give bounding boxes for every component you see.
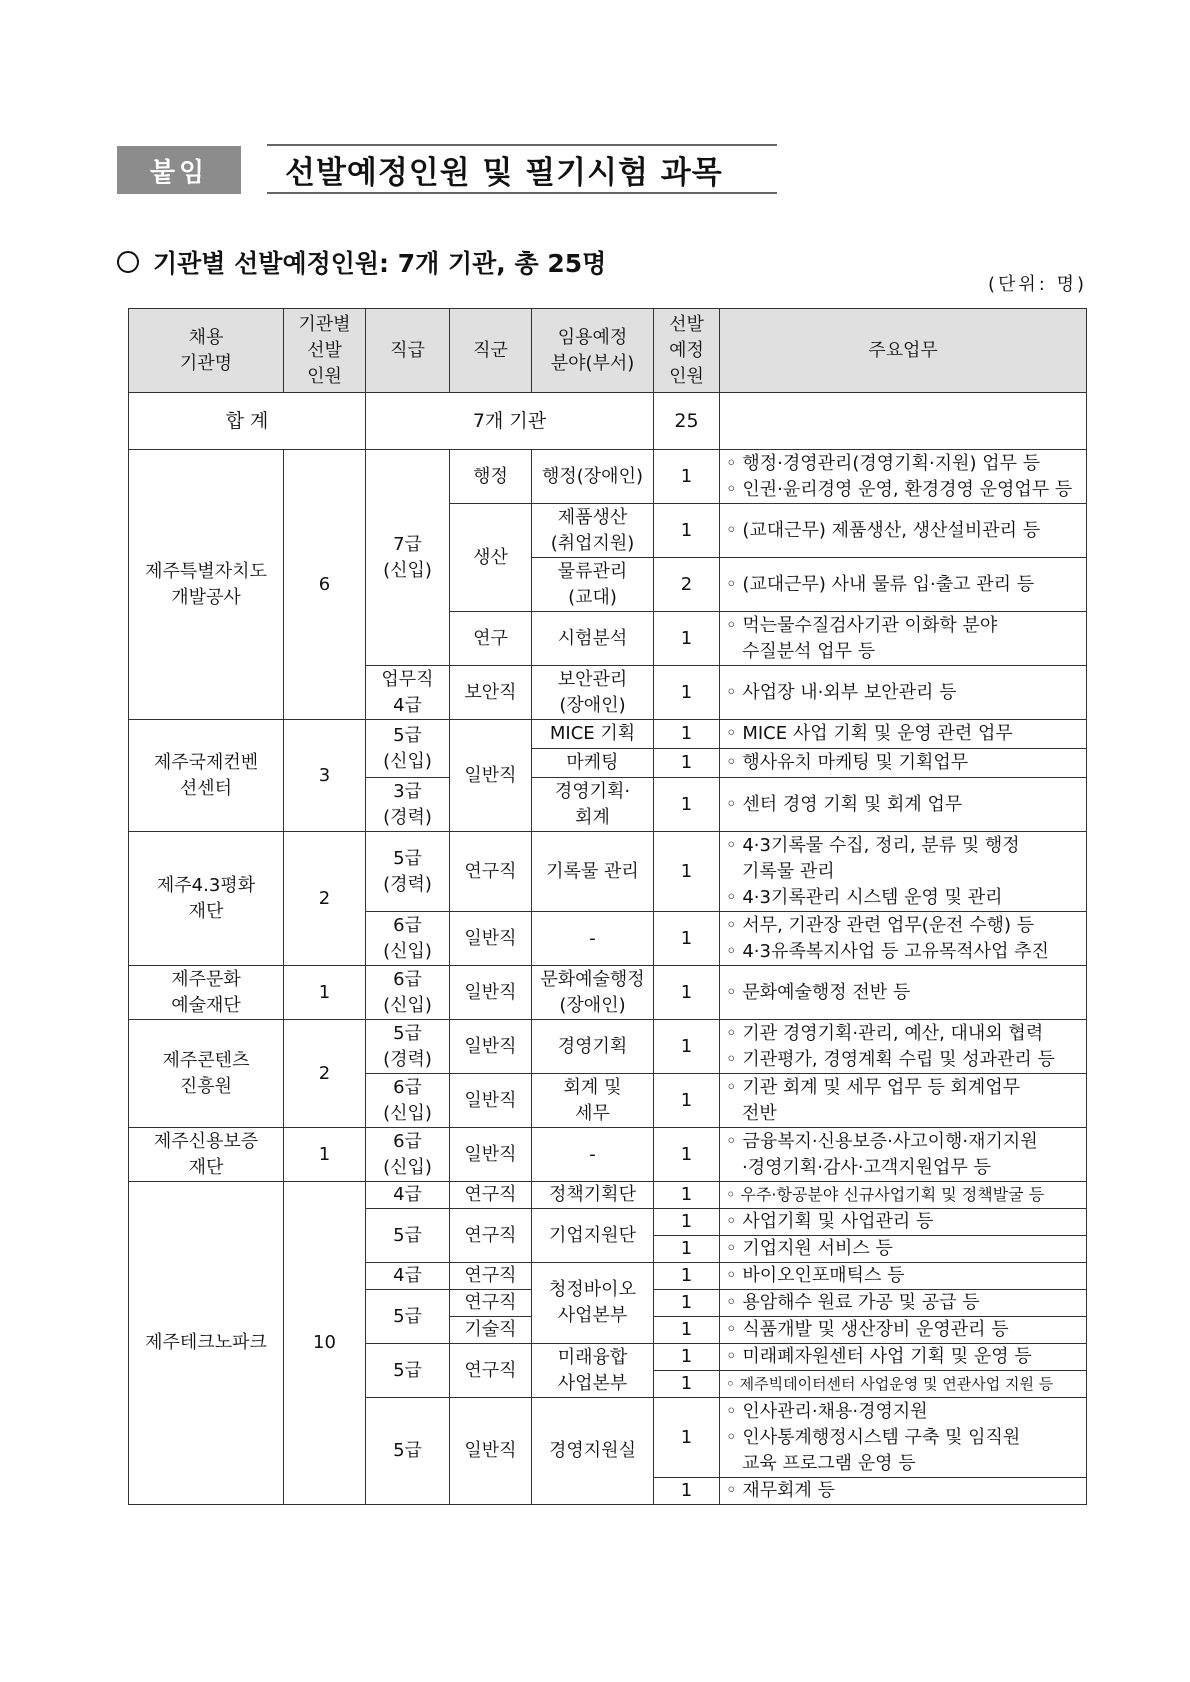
duty: ◦ 제주빅데이터센터 사업운영 및 연관사업 지원 등	[720, 1371, 1087, 1398]
group: 일반직	[450, 1398, 532, 1505]
count: 1	[654, 666, 720, 720]
duty: ◦ 기관 회계 및 세무 업무 등 회계업무 전반	[720, 1074, 1087, 1128]
table-row	[129, 1182, 1087, 1209]
grade: 6급 (신입)	[366, 1074, 450, 1128]
field: 경영기획	[532, 1020, 654, 1074]
group: 일반직	[450, 720, 532, 832]
duty: ◦ 우주·항공분야 신규사업기획 및 정책발굴 등	[720, 1182, 1087, 1209]
unit-note: (단위: 명)	[988, 274, 1087, 295]
summary-label: 합 계	[129, 393, 366, 450]
grade: 5급	[366, 1209, 450, 1263]
count: 1	[654, 1074, 720, 1128]
field: MICE 기획	[532, 720, 654, 749]
duty: ◦ MICE 사업 기획 및 운영 관련 업무	[720, 720, 1087, 749]
group: 연구	[450, 612, 532, 666]
field: 시험분석	[532, 612, 654, 666]
table-row	[129, 1020, 1087, 1074]
grade: 5급	[366, 1398, 450, 1505]
group: 일반직	[450, 912, 532, 966]
duty: ◦ 인사관리·채용·경영지원 ◦ 인사통계행정시스템 구축 및 임직원 교육 프로그램 운영 등	[720, 1398, 1087, 1478]
table-row	[129, 720, 1087, 749]
group: 보안직	[450, 666, 532, 720]
count: 1	[654, 1317, 720, 1344]
group: 연구직	[450, 1344, 532, 1398]
count: 1	[654, 1128, 720, 1182]
duty: ◦ (교대근무) 사내 물류 입·출고 관리 등	[720, 558, 1087, 612]
duty: ◦ 식품개발 및 생산장비 운영관리 등	[720, 1317, 1087, 1344]
duty: ◦ 바이오인포매틱스 등	[720, 1263, 1087, 1290]
duty: ◦ 서무, 기관장 관련 업무(운전 수행) 등 ◦ 4·3유족복지사업 등 고유목적사업 추진	[720, 912, 1087, 966]
duty: ◦ 4·3기록물 수집, 정리, 분류 및 행정 기록물 관리 ◦ 4·3기록관리 시스템 운영 및 관리	[720, 832, 1087, 912]
grade: 4급	[366, 1182, 450, 1209]
field: 물류관리 (교대)	[532, 558, 654, 612]
duty: ◦ 사업기획 및 사업관리 등	[720, 1209, 1087, 1236]
count: 1	[654, 966, 720, 1020]
grade: 7급 (신입)	[366, 450, 450, 666]
grade: 6급 (신입)	[366, 966, 450, 1020]
summary-row	[129, 393, 1087, 450]
col-duty: 주요업무	[720, 309, 1087, 393]
org-count: 2	[284, 832, 366, 966]
count: 1	[654, 749, 720, 778]
field: -	[532, 1128, 654, 1182]
table-row	[129, 1128, 1087, 1182]
table-row	[129, 832, 1087, 912]
duty: ◦ 행사유치 마케팅 및 기획업무	[720, 749, 1087, 778]
group: 생산	[450, 504, 532, 612]
group: 기술직	[450, 1317, 532, 1344]
group: 일반직	[450, 1020, 532, 1074]
field: 정책기획단	[532, 1182, 654, 1209]
col-group: 직군	[450, 309, 532, 393]
col-grade: 직급	[366, 309, 450, 393]
group: 연구직	[450, 1263, 532, 1290]
duty: ◦ (교대근무) 제품생산, 생산설비관리 등	[720, 504, 1087, 558]
circle-bullet-icon	[117, 251, 139, 273]
org-name: 제주신용보증 재단	[129, 1128, 284, 1182]
count: 1	[654, 1209, 720, 1236]
field: 미래융합 사업본부	[532, 1344, 654, 1398]
group: 일반직	[450, 966, 532, 1020]
org-name: 제주국제컨벤 션센터	[129, 720, 284, 832]
field: 제품생산 (취업지원)	[532, 504, 654, 558]
field: -	[532, 912, 654, 966]
field: 문화예술행정 (장애인)	[532, 966, 654, 1020]
section-heading: 기관별 선발예정인원: 7개 기관, 총 25명	[117, 244, 606, 280]
field: 행정(장애인)	[532, 450, 654, 504]
count: 1	[654, 450, 720, 504]
duty: ◦ 사업장 내·외부 보안관리 등	[720, 666, 1087, 720]
count: 1	[654, 1020, 720, 1074]
field: 마케팅	[532, 749, 654, 778]
field: 회계 및 세무	[532, 1074, 654, 1128]
count: 1	[654, 1344, 720, 1371]
grade: 4급	[366, 1263, 450, 1290]
count: 1	[654, 832, 720, 912]
duty: ◦ 문화예술행정 전반 등	[720, 966, 1087, 1020]
grade: 5급 (경력)	[366, 832, 450, 912]
grade: 5급 (신입)	[366, 720, 450, 778]
field: 경영기획· 회계	[532, 778, 654, 832]
grade: 6급 (신입)	[366, 912, 450, 966]
count: 1	[654, 778, 720, 832]
count: 1	[654, 504, 720, 558]
org-count: 1	[284, 966, 366, 1020]
org-name: 제주콘텐츠 진흥원	[129, 1020, 284, 1128]
group: 연구직	[450, 832, 532, 912]
duty: ◦ 행정·경영관리(경영기획·지원) 업무 등 ◦ 인권·윤리경영 운영, 환경경영 운영업무 등	[720, 450, 1087, 504]
count: 1	[654, 1236, 720, 1263]
duty: ◦ 미래폐자원센터 사업 기획 및 운영 등	[720, 1344, 1087, 1371]
grade: 6급 (신입)	[366, 1128, 450, 1182]
grade: 5급 (경력)	[366, 1020, 450, 1074]
org-count: 6	[284, 450, 366, 720]
col-org-count: 기관별 선발 인원	[284, 309, 366, 393]
recruitment-table	[128, 308, 1087, 1505]
appendix-badge: 붙임	[117, 146, 241, 194]
org-count: 2	[284, 1020, 366, 1128]
summary-total: 25	[654, 393, 720, 450]
field: 보안관리 (장애인)	[532, 666, 654, 720]
col-field: 임용예정 분야(부서)	[532, 309, 654, 393]
group: 일반직	[450, 1128, 532, 1182]
count: 2	[654, 558, 720, 612]
count: 1	[654, 912, 720, 966]
col-org: 채용 기관명	[129, 309, 284, 393]
org-name: 제주테크노파크	[129, 1182, 284, 1505]
grade: 5급	[366, 1290, 450, 1344]
count: 1	[654, 612, 720, 666]
count: 1	[654, 1182, 720, 1209]
duty: ◦ 재무회계 등	[720, 1478, 1087, 1505]
summary-orgs: 7개 기관	[366, 393, 654, 450]
count: 1	[654, 1263, 720, 1290]
duty: ◦ 먹는물수질검사기관 이화학 분야 수질분석 업무 등	[720, 612, 1087, 666]
col-count: 선발 예정 인원	[654, 309, 720, 393]
field: 기업지원단	[532, 1209, 654, 1263]
group: 연구직	[450, 1182, 532, 1209]
duty: ◦ 기업지원 서비스 등	[720, 1236, 1087, 1263]
page-title: 선발예정인원 및 필기시험 과목	[267, 144, 777, 194]
org-count: 10	[284, 1182, 366, 1505]
group: 일반직	[450, 1074, 532, 1128]
org-count: 3	[284, 720, 366, 832]
duty: ◦ 센터 경영 기획 및 회계 업무	[720, 778, 1087, 832]
duty: ◦ 기관 경영기획·관리, 예산, 대내외 협력 ◦ 기관평가, 경영계획 수립 및 성과관리 등	[720, 1020, 1087, 1074]
org-count: 1	[284, 1128, 366, 1182]
group: 연구직	[450, 1290, 532, 1317]
count: 1	[654, 1398, 720, 1478]
org-name: 제주4.3평화 재단	[129, 832, 284, 966]
field: 경영지원실	[532, 1398, 654, 1505]
table-header-row	[129, 309, 1087, 393]
org-name: 제주특별자치도 개발공사	[129, 450, 284, 720]
grade: 5급	[366, 1344, 450, 1398]
field: 기록물 관리	[532, 832, 654, 912]
count: 1	[654, 1371, 720, 1398]
group: 연구직	[450, 1209, 532, 1263]
grade: 3급 (경력)	[366, 778, 450, 832]
org-name: 제주문화 예술재단	[129, 966, 284, 1020]
table-row	[129, 450, 1087, 504]
group: 행정	[450, 450, 532, 504]
table-row	[129, 966, 1087, 1020]
duty: ◦ 금융복지·신용보증·사고이행·재기지원 ·경영기획·감사·고객지원업무 등	[720, 1128, 1087, 1182]
count: 1	[654, 1290, 720, 1317]
grade: 업무직 4급	[366, 666, 450, 720]
count: 1	[654, 1478, 720, 1505]
field: 청정바이오 사업본부	[532, 1263, 654, 1344]
duty: ◦ 용암해수 원료 가공 및 공급 등	[720, 1290, 1087, 1317]
count: 1	[654, 720, 720, 749]
